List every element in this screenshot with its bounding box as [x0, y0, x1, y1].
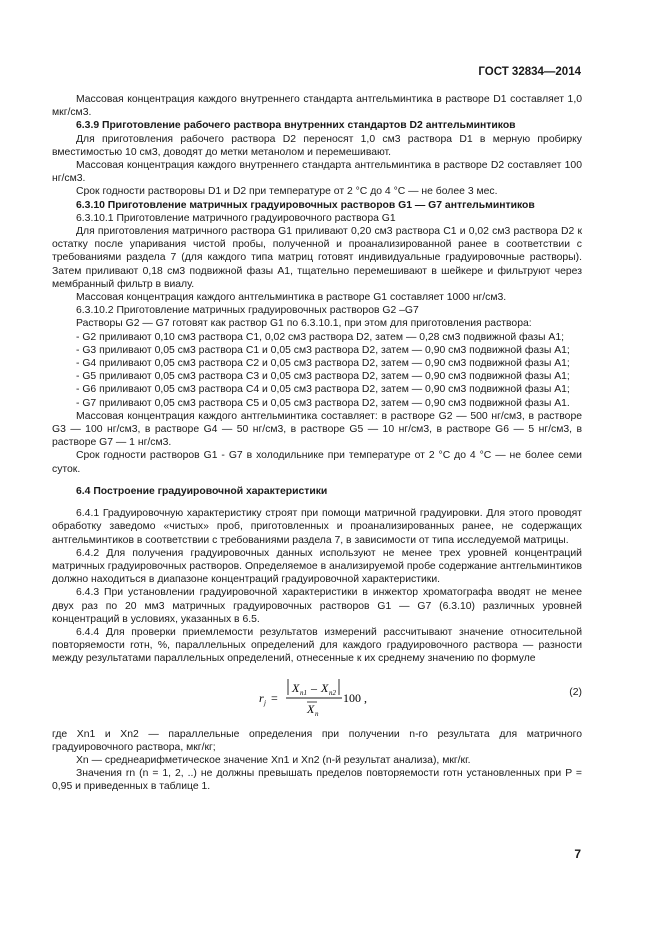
formula-graphic — [257, 672, 437, 722]
svg-text:100 ,: 100 , — [343, 690, 367, 705]
subsection-heading-6-3-10-1: 6.3.10.1 Приготовление матричного градуировочного раствора G1 — [76, 212, 396, 224]
equation-number: (2) — [569, 686, 582, 698]
svg-text:X: X — [307, 701, 315, 716]
paragraph: Для приготовления рабочего раствора D2 переносят 1,0 см3 раствора D1 в мерную пробирку вместимостью 10 см3, доводят до метки метанолом и перемешивают. — [52, 133, 582, 158]
svg-text:–: – — [311, 680, 317, 695]
list-item: - G2 приливают 0,10 см3 раствора C1, 0,02 см3 раствора D2, затем — 0,28 см3 подвижной фазы А1; — [76, 331, 564, 343]
paragraph: Массовая концентрация каждого антгельминтика составляет: в растворе G2 — 500 нг/см3, в растворе G3 — 100 нг/см3, в растворе G4 — 50 нг/см3, в растворе G5 — 10 нг/см3, в растворе G6 — 5 нг/см3, в растворе G7 — 1 нг/см3. — [52, 410, 582, 449]
list-item: - G5 приливают 0,05 см3 раствора C3 и 0,05 см3 раствора D2, затем — 0,90 см3 подвижной фазы А1; — [76, 371, 570, 383]
svg-text:X: X — [292, 680, 300, 695]
svg-text:n1: n1 — [300, 688, 307, 697]
svg-text:n: n — [315, 709, 319, 718]
paragraph: 6.4.1 Градуировочную характеристику строят при помощи матричной градуировки. Для этого проводят обработку заведомо «чистых» проб, приготовленных и проанализированных ранее, не содержащих антгельминтиков в соответствии с требованиями раздела 7, в зависимости от типа исследуемой матрицы. — [52, 508, 582, 546]
paragraph: Xn — среднеарифметическое значение Xn1 и Xn2 (n-й результат анализа), мкг/кг. — [76, 754, 471, 766]
svg-text:=: = — [271, 690, 278, 705]
paragraph: Для приготовления матричного раствора G1 приливают 0,20 см3 раствора C1 и 0,02 см3 раствора D2 к остатку после упаривания чистой пробы, полученной и проанализированной ранее в соответствии с требованиями раздела 7 (для каждого типа матриц готовят индивидуальные градуировочные растворы). Затем приливают 0,18 см3 подвижной фазы А1, тщательно перемешивают в шейкере и фильтруют через мембранный фильтр в виалу. — [52, 226, 582, 290]
page-body — [52, 93, 582, 794]
formula-2 — [52, 672, 582, 724]
section-heading-6-4: 6.4 Построение градуировочной характеристики — [76, 485, 328, 497]
paragraph: Срок годности растворов G1 - G7 в холодильнике при температуре от 2 °С до 4 °С — не более семи суток. — [52, 450, 582, 475]
list-item: - G4 приливают 0,05 см3 раствора C2 и 0,05 см3 раствора D2, затем — 0,90 см3 подвижной фазы А1; — [76, 358, 570, 370]
svg-text:X: X — [321, 680, 329, 695]
paragraph: где Xn1 и Xn2 — параллельные определения при получении n-го результата для матричного градуировочного раствора, мкг/кг; — [52, 728, 582, 753]
page-number: 7 — [574, 847, 581, 861]
list-item: - G7 приливают 0,05 см3 раствора C5 и 0,05 см3 раствора D2, затем — 0,90 см3 подвижной фазы А1. — [76, 397, 570, 409]
section-heading-6-3-10: 6.3.10 Приготовление матричных градуировочных растворов G1 — G7 антгельминтиков — [76, 199, 535, 211]
document-id: ГОСТ 32834—2014 — [478, 66, 581, 78]
section-heading-6-3-9: 6.3.9 Приготовление рабочего раствора внутренних стандартов D2 антгельминтиков — [76, 120, 516, 132]
paragraph: Значения rn (n = 1, 2, ..) не должны превышать пределов повторяемости rотн установленных при P = 0,95 и приведенных в таблице 1. — [52, 768, 582, 793]
paragraph: Срок годности растворовы D1 и D2 при температуре от 2 °С до 4 °С — не более 3 мес. — [76, 186, 498, 198]
paragraph: Массовая концентрация каждого антгельминтика в растворе G1 составляет 1000 нг/см3. — [76, 292, 507, 304]
paragraph: 6.4.2 Для получения градуировочных данных используют не менее трех уровней концентраций матричных градуировочных растворов. Определяемое в анализируемой пробе содержание антгельминтиков должно находиться в диапазоне концентраций градуировочной характеристики. — [52, 547, 582, 586]
svg-text:j: j — [264, 698, 266, 707]
paragraph: 6.4.3 При установлении градуировочной характеристики в инжектор хроматографа вводят не менее двух раз по 20 мм3 матричных градуировочных растворов G1 — G7 (6.3.10) различных уровней концентраций в условиях, указанных в 6.5. — [52, 587, 582, 625]
list-item: - G3 приливают 0,05 см3 раствора C1 и 0,05 см3 раствора D2, затем — 0,90 см3 подвижной фазы А1; — [76, 344, 570, 356]
svg-text:n2: n2 — [329, 688, 336, 697]
solution-list — [52, 331, 582, 410]
subsection-heading-6-3-10-2: 6.3.10.2 Приготовление матричных градуировочных растворов G2 –G7 — [76, 305, 419, 317]
svg-text:r: r — [259, 690, 264, 705]
list-item: - G6 приливают 0,05 см3 раствора C4 и 0,05 см3 раствора D2, затем — 0,90 см3 подвижной фазы А1; — [76, 384, 570, 396]
paragraph: Массовая концентрация каждого внутреннего стандарта антгельминтика в растворе D2 составляет 100 нг/см3. — [52, 160, 582, 185]
paragraph: 6.4.4 Для проверки приемлемости результатов измерений рассчитывают значение относительной повторяемости rотн, %, параллельных определений для каждого градуировочного раствора — разности между результатами параллельных определений, отнесенные к их среднему значению по формуле — [52, 626, 582, 665]
paragraph: Массовая концентрация каждого внутреннего стандарта антгельминтика в растворе D1 составляет 1,0 мкг/см3. — [52, 94, 582, 119]
paragraph: Растворы G2 — G7 готовят как раствор G1 по 6.3.10.1, при этом для приготовления раствора: — [76, 318, 532, 330]
